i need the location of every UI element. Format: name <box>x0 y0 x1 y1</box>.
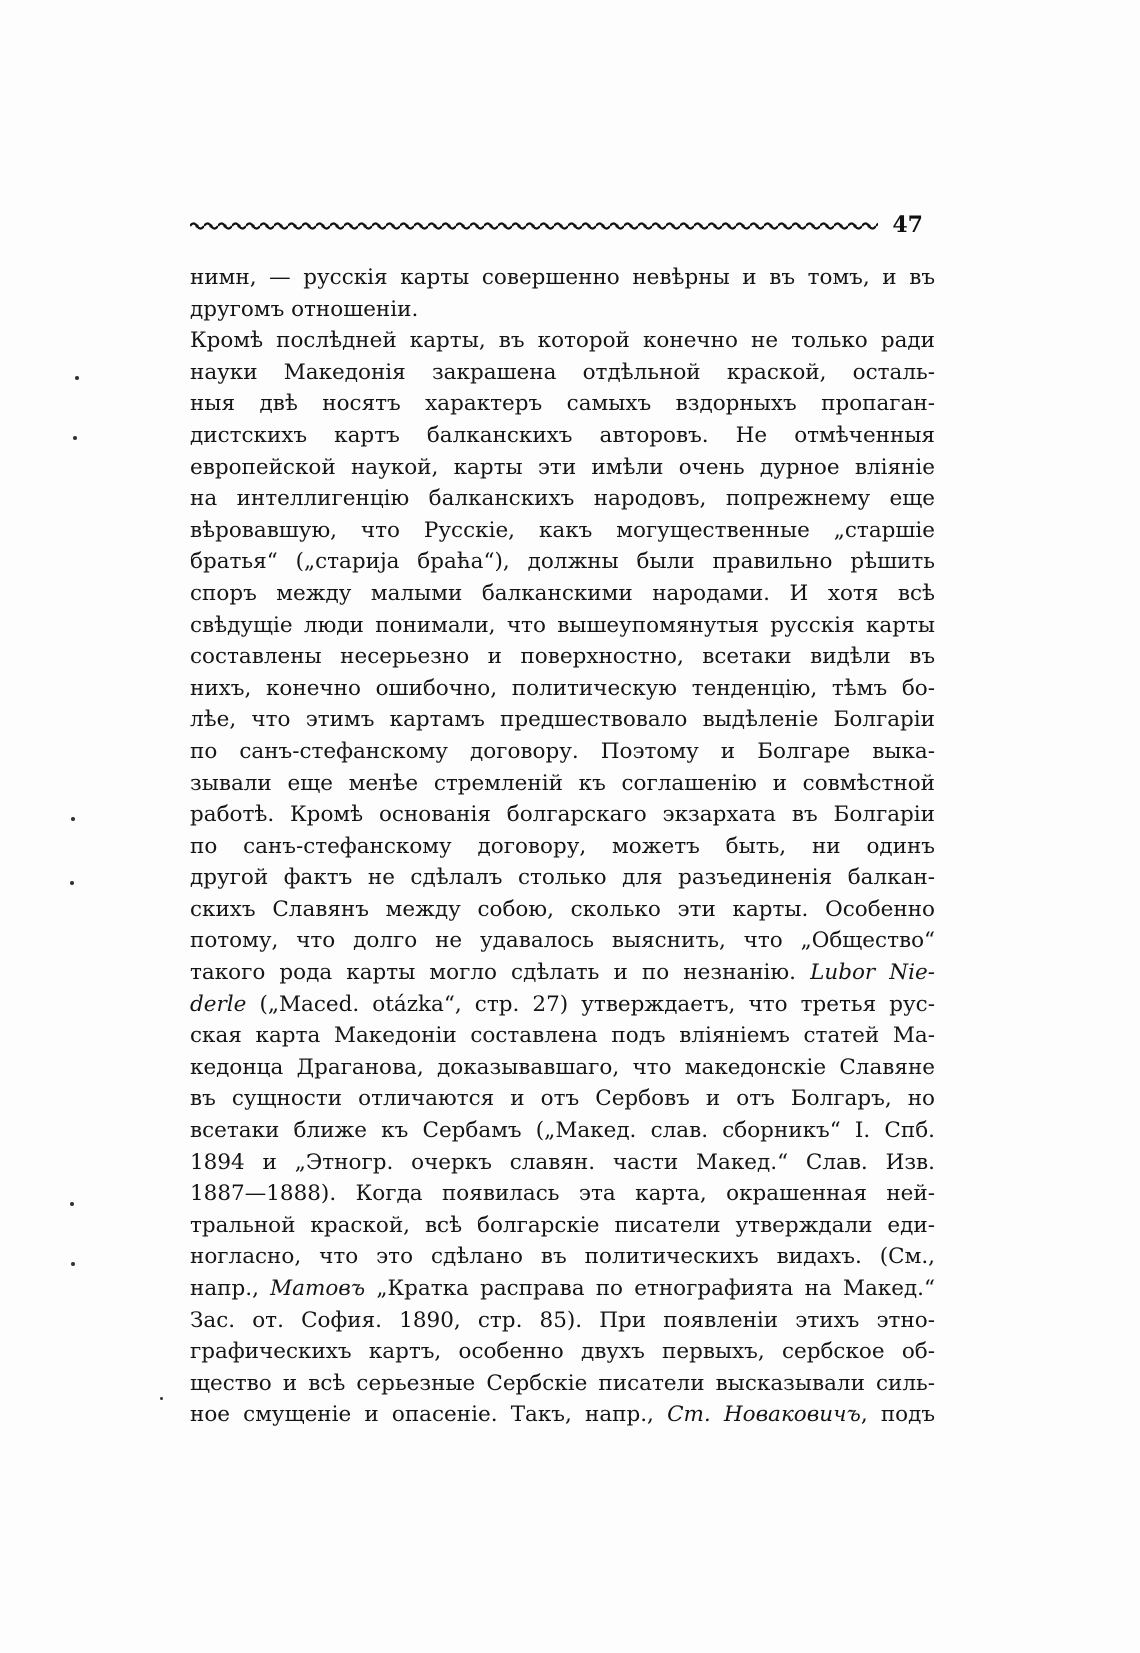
text-line: нихъ, конечно ошибочно, политическую тенденцію, тѣмъ бо- <box>190 675 935 701</box>
body-text <box>190 262 935 1431</box>
text-line: составлены несерьезно и поверхностно, всетаки видѣли въ <box>190 644 935 670</box>
text-line: Зас. от. София. 1890, стр. 85). При появленіи этихъ этно- <box>190 1307 935 1333</box>
text-line: науки Македонія закрашена отдѣльной краской, осталь- <box>190 359 935 385</box>
page-number: 47 <box>892 212 923 238</box>
text-line: на интеллигенцію балканскихъ народовъ, попрежнему еще <box>190 486 935 512</box>
text-line: графическихъ картъ, особенно двухъ первыхъ, сербское об- <box>190 1339 935 1365</box>
text-line: въ сущности отличаются и отъ Сербовъ и отъ Болгаръ, но <box>190 1086 935 1112</box>
text-line <box>190 1399 935 1431</box>
author-name: Матовъ <box>270 1276 366 1301</box>
text-line: дистскихъ картъ балканскихъ авторовъ. Не отмѣченныя <box>190 422 935 448</box>
text-line: зывали еще менѣе стремленій къ соглашенію и совмѣстной <box>190 770 935 796</box>
text-line <box>190 989 935 1021</box>
margin-mark-icon <box>71 817 75 821</box>
text-line: потому, что долго не удавалось выяснить, что „Общество“ <box>190 928 935 954</box>
author-name: Ст. Новаковичъ <box>667 1402 861 1428</box>
margin-mark-icon <box>70 881 74 885</box>
text-run: ное смущеніе и опасеніе. Такъ, напр., <box>190 1402 668 1428</box>
text-line: Кромѣ послѣдней карты, въ которой конечно не только ради <box>190 328 935 354</box>
text-line: всетаки ближе къ Сербамъ („Макед. слав. сборникъ“ I. Спб. <box>190 1118 935 1144</box>
margin-mark-icon <box>71 1262 75 1266</box>
text-run: („Maced. otázka“, стр. 27) утверждаетъ, что третья рус- <box>246 991 935 1017</box>
text-line: ныя двѣ носятъ характеръ самыхъ вздорныхъ пропаган- <box>190 391 935 417</box>
page-header <box>190 210 935 240</box>
text-line: по санъ-стефанскому договору, можетъ быть, ни одинъ <box>190 833 935 859</box>
author-name: derle <box>190 991 247 1017</box>
text-run: „Кратка расправа по етнографията на Макед.“ <box>365 1276 935 1301</box>
margin-mark-icon <box>73 436 77 440</box>
text-line: щество и всѣ серьезные Сербскіе писатели высказывали силь- <box>190 1370 935 1396</box>
text-line: кедонца Драганова, доказывавшаго, что македонскіе Славяне <box>190 1054 935 1080</box>
text-line: нимн, — русскія карты совершенно невѣрны и въ томъ, и въ <box>190 265 935 290</box>
text-line: споръ между малыми балканскими народами. И хотя всѣ <box>190 580 935 606</box>
text-line: тральной краской, всѣ болгарскіе писатели утверждали еди- <box>190 1212 935 1238</box>
text-run: напр., <box>190 1276 271 1301</box>
text-line: свѣдущіе люди понимали, что вышеупомянутыя русскія карты <box>190 612 935 638</box>
decorative-rule-icon <box>190 221 878 231</box>
text-run: , подъ <box>860 1402 935 1428</box>
text-run: такого рода карты могло сдѣлать и по незнанію. <box>190 960 796 986</box>
text-line: европейской наукой, карты эти имѣли очень дурное вліяніе <box>190 454 935 480</box>
text-line: другомъ отношеніи. <box>190 296 419 322</box>
author-name: Lubor Nie- <box>810 960 935 986</box>
text-line: скихъ Славянъ между собою, сколько эти карты. Особенно <box>190 896 935 922</box>
text-line: работѣ. Кромѣ основанія болгарскаго экзархата въ Болгаріи <box>190 802 935 828</box>
margin-mark-icon <box>70 1202 74 1206</box>
text-line: по санъ-стефанскому договору. Поэтому и Болгаре выка- <box>190 738 935 764</box>
text-line: ногласно, что это сдѣлано въ политическихъ видахъ. (См., <box>190 1244 935 1270</box>
text-line: 1894 и „Этногр. очеркъ славян. части Макед.“ Слав. Изв. <box>190 1149 935 1175</box>
text-line <box>190 957 935 989</box>
text-line: 1887—1888). Когда появилась эта карта, окрашенная ней- <box>190 1181 935 1207</box>
text-line: братья“ („старија браћа“), должны были правильно рѣшить <box>190 549 935 575</box>
text-line: лѣе, что этимъ картамъ предшествовало выдѣленіе Болгаріи <box>190 707 935 733</box>
text-line: другой фактъ не сдѣлалъ столько для разъединенія балкан- <box>190 865 935 891</box>
text-line: ская карта Македоніи составлена подъ вліяніемъ статей Ма- <box>190 1023 935 1049</box>
margin-mark-icon <box>160 1397 163 1400</box>
text-line <box>190 1273 935 1305</box>
margin-mark-icon <box>75 376 79 380</box>
text-line: вѣровавшую, что Русскіе, какъ могущественные „старшіе <box>190 517 935 543</box>
